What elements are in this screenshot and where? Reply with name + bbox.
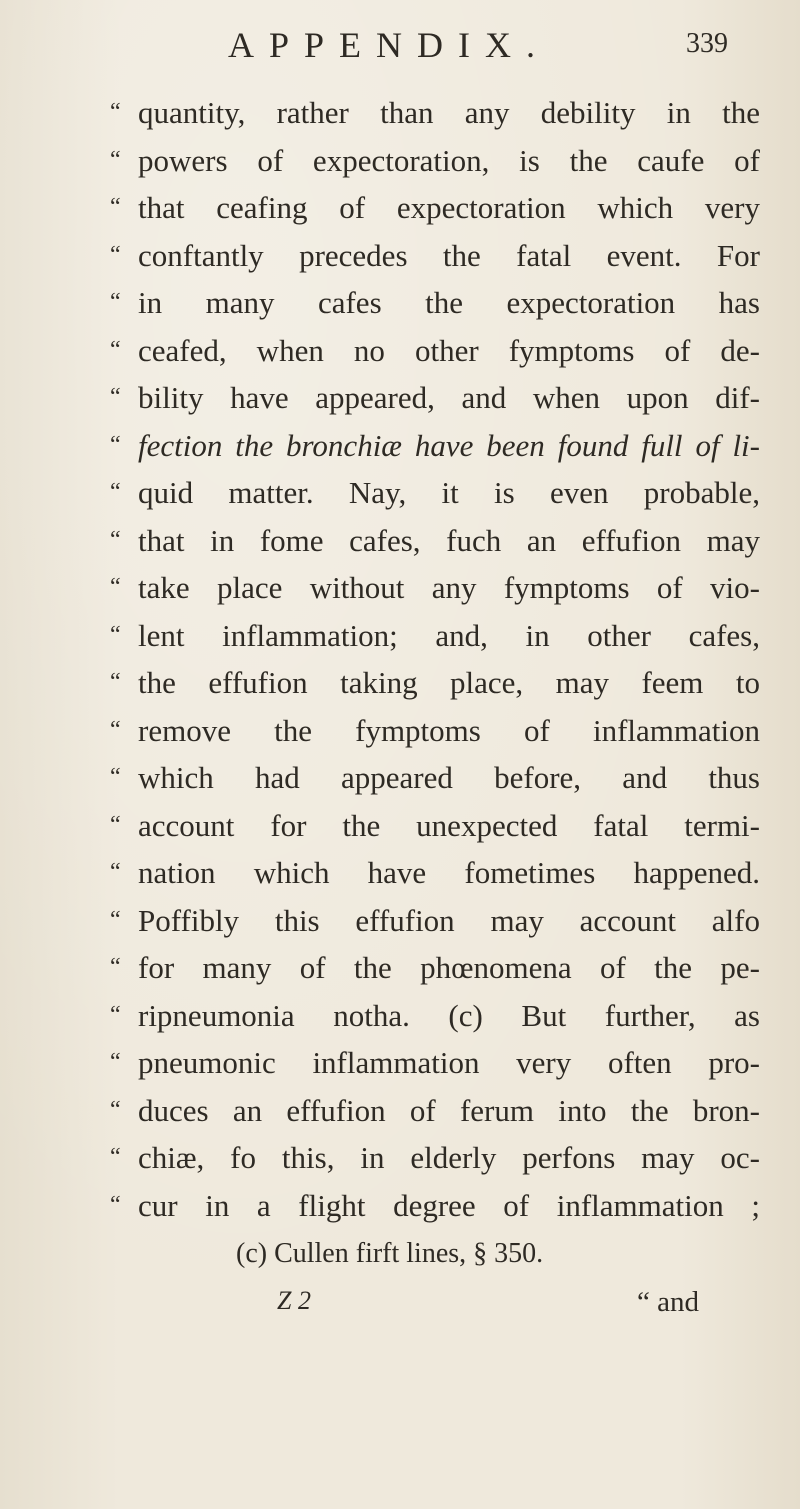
quote-mark: “: [110, 289, 121, 315]
line-text: chiæ, fo this, in elderly perfons may oc-: [138, 1140, 760, 1175]
quote-mark: “: [110, 1049, 121, 1075]
quote-mark: “: [110, 1001, 121, 1028]
quote-mark: “: [110, 526, 121, 553]
text-line: [110, 1134, 760, 1182]
text-line: [110, 707, 760, 755]
line-text: remove the fymptoms of inflammation: [138, 712, 760, 748]
line-text: pneumonic inflammation very often pro-: [138, 1045, 760, 1080]
quote-mark: “: [110, 479, 121, 505]
line-text: ripneumonia notha. (c) But further, as: [138, 997, 760, 1033]
quote-mark: “: [110, 194, 121, 220]
text-line: [110, 754, 760, 802]
text-line: [110, 564, 760, 612]
body-text: [110, 89, 760, 1229]
text-line: [110, 422, 760, 470]
page-number: 339: [686, 28, 728, 59]
line-text: the effufion taking place, may feem to: [138, 665, 760, 700]
quote-mark: “: [110, 859, 121, 885]
quote-mark: “: [110, 764, 121, 790]
line-text: account for the unexpected fatal termi-: [138, 807, 760, 843]
quote-mark: “: [110, 336, 121, 363]
signature-mark: Z 2: [277, 1286, 311, 1315]
line-text: that ceafing of expectoration which very: [138, 190, 760, 225]
line-text: quid matter. Nay, it is even probable,: [138, 475, 760, 510]
text-line: [110, 802, 760, 850]
text-line: [110, 327, 760, 375]
text-line: [110, 1087, 760, 1135]
text-line: [110, 612, 760, 660]
line-text: conftantly precedes the fatal event. For: [138, 237, 760, 273]
quote-mark: “: [110, 1096, 121, 1123]
text-line: [110, 944, 760, 992]
line-text: that in fome cafes, fuch an effufion may: [138, 522, 760, 558]
text-line: [110, 1039, 760, 1087]
quote-mark: “: [110, 811, 121, 838]
line-text: in many cafes the expectoration has: [138, 285, 760, 320]
quote-mark: “: [110, 621, 121, 648]
running-head: APPENDIX.: [228, 25, 551, 65]
quote-mark: “: [110, 954, 121, 980]
text-line: [110, 374, 760, 422]
text-line: [110, 137, 760, 185]
text-line: [110, 659, 760, 707]
quote-mark: “: [110, 1191, 121, 1218]
text-line: [110, 992, 760, 1040]
quote-mark: “: [110, 241, 121, 268]
line-text: nation which have fometimes happened.: [138, 855, 760, 890]
text-line: [110, 849, 760, 897]
catchword: “ and: [637, 1286, 699, 1318]
quote-mark: “: [110, 146, 121, 173]
text-line: [110, 184, 760, 232]
quote-mark: “: [110, 1144, 121, 1170]
text-line: [110, 897, 760, 945]
line-text: Poffibly this effufion may account alfo: [138, 902, 760, 938]
quote-mark: “: [110, 431, 121, 458]
line-text-italic: fection the bronchiæ have been found full of li-: [138, 427, 760, 463]
line-text: duces an effufion of ferum into the bron-: [138, 1092, 760, 1128]
line-text: bility have appeared, and when upon dif-: [138, 380, 760, 415]
line-text: quantity, rather than any debility in the: [138, 95, 760, 130]
quote-mark: “: [110, 99, 121, 125]
line-text: lent inflammation; and, in other cafes,: [138, 617, 760, 653]
text-line: [110, 1182, 760, 1230]
quote-mark: “: [110, 906, 121, 933]
line-text: cur in a flight degree of inflammation ;: [138, 1187, 760, 1223]
page-header: [0, 20, 800, 70]
quote-mark: “: [110, 574, 121, 600]
line-text: ceafed, when no other fymptoms of de-: [138, 332, 760, 368]
quote-mark: “: [110, 716, 121, 743]
text-line: [110, 89, 760, 137]
quote-mark: “: [110, 669, 121, 695]
text-line: [110, 517, 760, 565]
line-text: which had appeared before, and thus: [138, 760, 760, 795]
text-line: [110, 279, 760, 327]
quote-mark: “: [110, 384, 121, 410]
line-text: powers of expectoration, is the caufe of: [138, 142, 760, 178]
line-text: take place without any fymptoms of vio-: [138, 570, 760, 605]
text-line: [110, 232, 760, 280]
line-text: for many of the phœnomena of the pe-: [138, 950, 760, 985]
text-line: [110, 469, 760, 517]
footnote: (c) Cullen firft lines, § 350.: [236, 1238, 544, 1269]
